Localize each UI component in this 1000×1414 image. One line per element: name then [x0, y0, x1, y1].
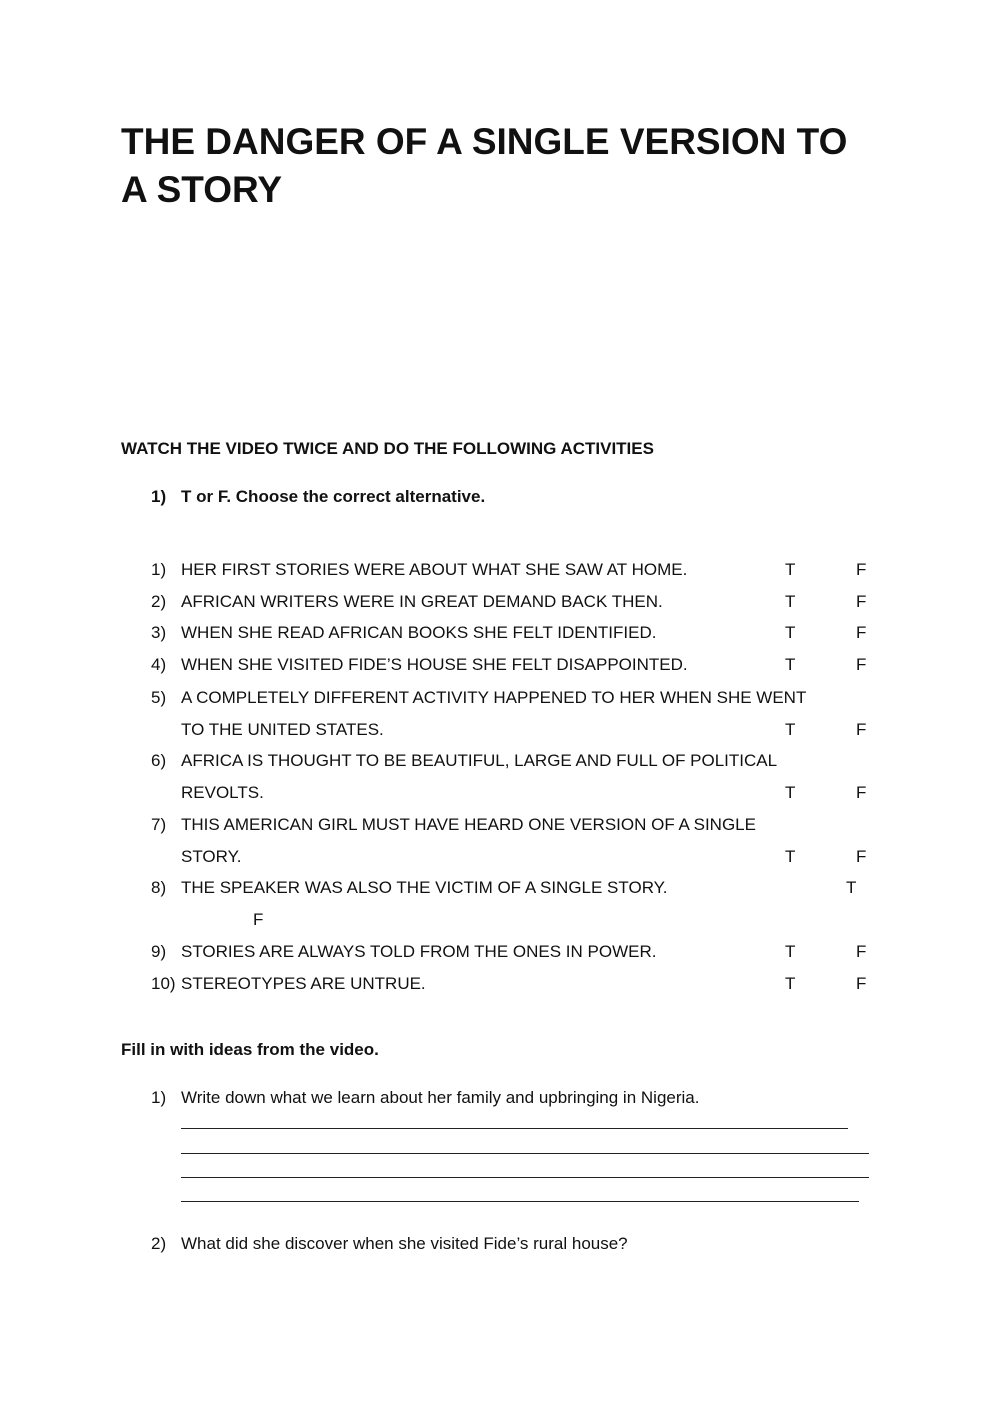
- tf-item-8-true[interactable]: T: [846, 878, 857, 897]
- tf-item-4-number: 4): [151, 655, 167, 674]
- tf-item-8-false[interactable]: F: [253, 910, 264, 929]
- tf-item-7-false[interactable]: F: [856, 847, 867, 866]
- tf-item-5-text-line-1: A COMPLETELY DIFFERENT ACTIVITY HAPPENED TO HER WHEN SHE WENT: [181, 688, 807, 707]
- answer-line-4[interactable]: [181, 1201, 859, 1202]
- question-2-text: What did she discover when she visited Fide’s rural house?: [181, 1234, 628, 1253]
- tf-item-1-text: HER FIRST STORIES WERE ABOUT WHAT SHE SAW AT HOME.: [181, 560, 688, 579]
- tf-item-6-number: 6): [151, 751, 167, 770]
- section-1-heading: T or F. Choose the correct alternative.: [181, 487, 486, 506]
- tf-item-7-true[interactable]: T: [785, 847, 796, 866]
- tf-item-7-number: 7): [151, 815, 167, 834]
- tf-item-2-number: 2): [151, 592, 167, 611]
- tf-item-6-true[interactable]: T: [785, 783, 796, 802]
- tf-item-4-true[interactable]: T: [785, 655, 796, 674]
- tf-item-9-true[interactable]: T: [785, 942, 796, 961]
- tf-item-10-false[interactable]: F: [856, 974, 867, 993]
- tf-item-2-false[interactable]: F: [856, 592, 867, 611]
- tf-item-1-true[interactable]: T: [785, 560, 796, 579]
- answer-line-3[interactable]: [181, 1177, 869, 1178]
- tf-item-1-number: 1): [151, 560, 167, 579]
- question-1-text: Write down what we learn about her family and upbringing in Nigeria.: [181, 1088, 700, 1107]
- page-title: THE DANGER OF A SINGLE VERSION TO A STORY: [121, 121, 848, 210]
- question-1-number: 1): [151, 1088, 167, 1107]
- tf-item-8-text: THE SPEAKER WAS ALSO THE VICTIM OF A SINGLE STORY.: [181, 878, 668, 897]
- tf-item-6-false[interactable]: F: [856, 783, 867, 802]
- activity-instruction: WATCH THE VIDEO TWICE AND DO THE FOLLOWING ACTIVITIES: [121, 439, 654, 458]
- answer-line-2[interactable]: [181, 1153, 869, 1154]
- tf-item-3-true[interactable]: T: [785, 623, 796, 642]
- tf-item-5-text-line-2: TO THE UNITED STATES.: [181, 720, 384, 739]
- tf-item-10-number: 10): [151, 974, 176, 993]
- section-2-heading: Fill in with ideas from the video.: [121, 1040, 379, 1059]
- tf-item-10-text: STEREOTYPES ARE UNTRUE.: [181, 974, 426, 993]
- tf-item-2-text: AFRICAN WRITERS WERE IN GREAT DEMAND BACK THEN.: [181, 592, 663, 611]
- tf-item-3-text: WHEN SHE READ AFRICAN BOOKS SHE FELT IDENTIFIED.: [181, 623, 657, 642]
- tf-item-7-text-line-2: STORY.: [181, 847, 242, 866]
- tf-item-7-text-line-1: THIS AMERICAN GIRL MUST HAVE HEARD ONE VERSION OF A SINGLE: [181, 815, 756, 834]
- tf-item-3-false[interactable]: F: [856, 623, 867, 642]
- tf-item-4-false[interactable]: F: [856, 655, 867, 674]
- section-1-number: 1): [151, 487, 167, 506]
- tf-item-8-number: 8): [151, 878, 167, 897]
- tf-item-3-number: 3): [151, 623, 167, 642]
- tf-item-4-text: WHEN SHE VISITED FIDE’S HOUSE SHE FELT DISAPPOINTED.: [181, 655, 688, 674]
- tf-item-1-false[interactable]: F: [856, 560, 867, 579]
- tf-item-2-true[interactable]: T: [785, 592, 796, 611]
- tf-item-9-text: STORIES ARE ALWAYS TOLD FROM THE ONES IN POWER.: [181, 942, 657, 961]
- tf-item-5-number: 5): [151, 688, 167, 707]
- tf-item-10-true[interactable]: T: [785, 974, 796, 993]
- tf-item-5-true[interactable]: T: [785, 720, 796, 739]
- tf-item-6-text-line-1: AFRICA IS THOUGHT TO BE BEAUTIFUL, LARGE AND FULL OF POLITICAL: [181, 751, 778, 770]
- tf-item-9-false[interactable]: F: [856, 942, 867, 961]
- question-2-number: 2): [151, 1234, 167, 1253]
- tf-item-6-text-line-2: REVOLTS.: [181, 783, 264, 802]
- tf-item-5-false[interactable]: F: [856, 720, 867, 739]
- answer-line-1[interactable]: [181, 1128, 848, 1129]
- tf-item-9-number: 9): [151, 942, 167, 961]
